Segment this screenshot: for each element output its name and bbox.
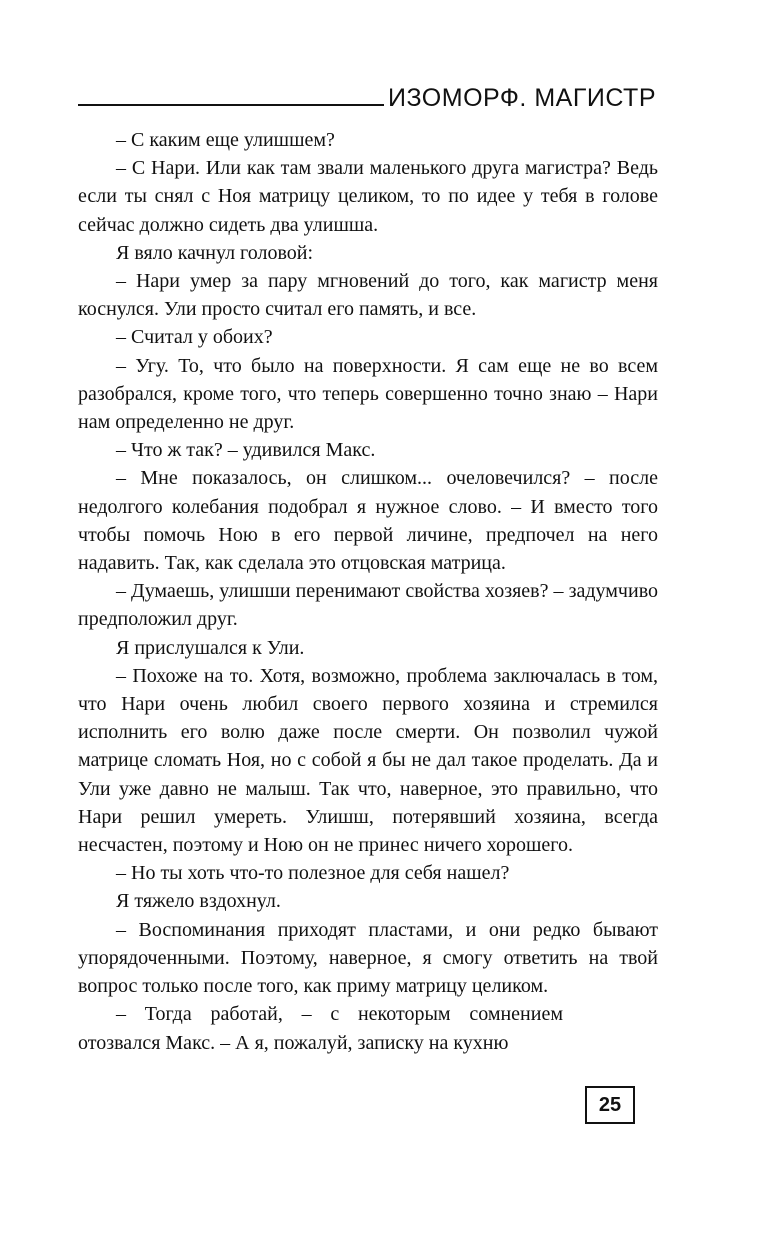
paragraph: – Угу. То, что было на поверхности. Я сам еще не во всем разобрался, кроме того, что теперь совершенно точно знаю – Нари нам определенно не друг. (78, 354, 658, 434)
paragraph: Я тяжело вздохнул. (116, 890, 281, 913)
paragraph: Я вяло качнул головой: (116, 241, 314, 264)
paragraph: – Тогда работай, – с некоторым сомнением отозвался Макс. – А я, пожалуй, записку на кухню (78, 1003, 563, 1054)
paragraph: – Мне показалось, он слишком... очеловечился? – после недолгого колебания подобрал я нужное слово. – И вместо того чтобы помочь Ною в его первой личине, предпочел на него надавить. Так, как сделала это отцовская матрица. (78, 467, 658, 575)
paragraph: – С каким еще улишшем? (116, 129, 335, 151)
paragraph: – Нари умер за пару мгновений до того, как магистр меня коснулся. Ули просто считал его память, и все. (78, 270, 658, 321)
page-number: 25 (585, 1086, 635, 1124)
paragraph: – Думаешь, улишши перенимают свойства хозяев? – задумчиво предположил друг. (78, 580, 658, 631)
body-text (78, 126, 658, 1057)
paragraph: – С Нари. Или как там звали маленького друга магистра? Ведь если ты снял с Ноя матрицу целиком, то по идее у тебя в голове сейчас должно сидеть два улишша. (78, 157, 658, 236)
paragraph: Я прислушался к Ули. (116, 636, 305, 659)
paragraph: – Что ж так? – удивился Макс. (116, 439, 376, 462)
header-title: ИЗОМОРФ. МАГИСТР (388, 84, 656, 112)
header-rule (78, 104, 384, 106)
paragraph: – Воспоминания приходят пластами, и они редко бывают упорядоченными. Поэтому, наверное, я смогу ответить на твой вопрос только после того, как приму матрицу целиком. (78, 918, 658, 998)
paragraph: – Но ты хоть что-то полезное для себя нашел? (116, 862, 510, 885)
paragraph: – Считал у обоих? (116, 326, 273, 349)
paragraph: – Похоже на то. Хотя, возможно, проблема заключалась в том, что Нари очень любил своего первого хозяина и стремился исполнить его волю даже после смерти. Он позволил чужой матрице сломать Ноя, но с собой я бы не дал такое проделать. Да и Ули уже давно не малыш. Так что, наверное, это правильно, что Нари решил умереть. Улишш, потерявший хозяина, всегда несчастен, поэтому и Ною он не принес ничего хорошего. (78, 664, 658, 857)
